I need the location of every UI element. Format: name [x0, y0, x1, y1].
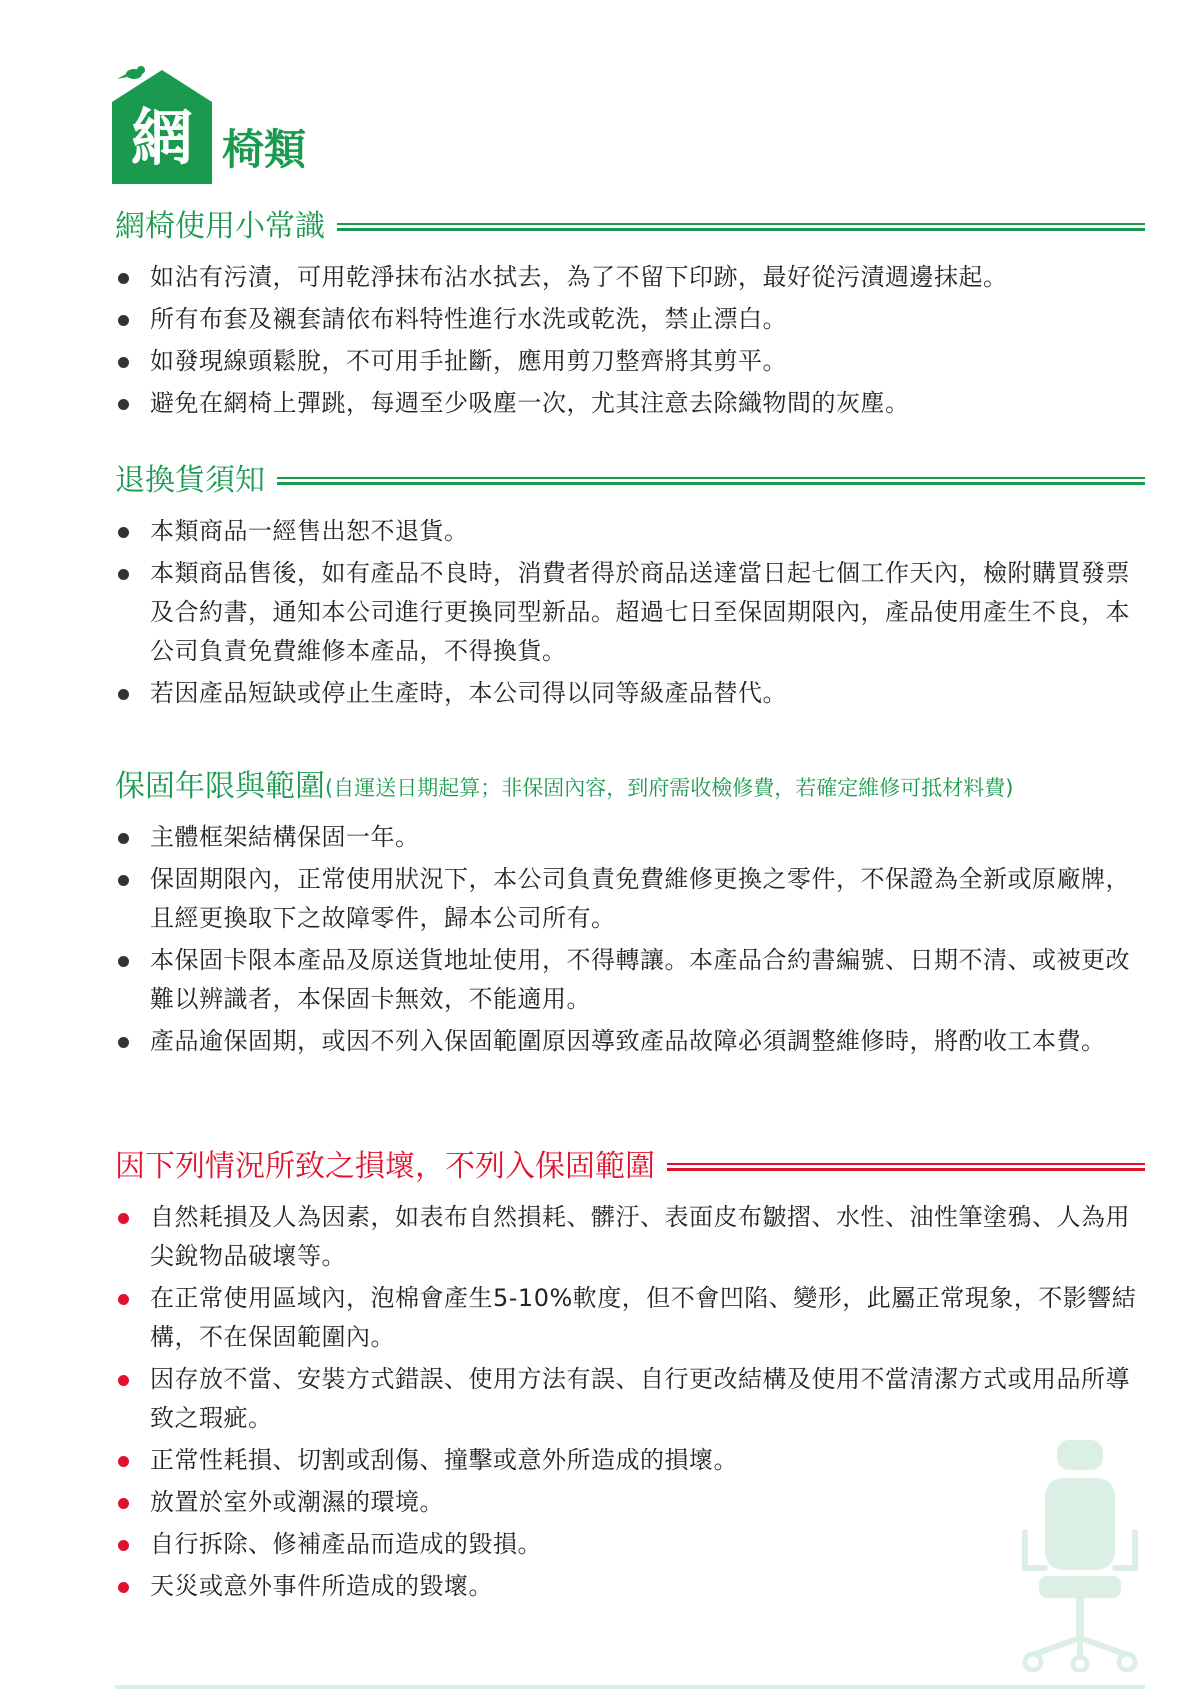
list-item: 主體框架結構保固一年。 [115, 818, 1145, 857]
care-tips-list [115, 258, 1145, 423]
list-item: 所有布套及襯套請依布料特性進行水洗或乾洗，禁止漂白。 [115, 300, 1145, 339]
list-item: 因存放不當、安裝方式錯誤、使用方法有誤、自行更改結構及使用不當清潔方式或用品所導致之瑕疵。 [115, 1360, 1145, 1438]
section-divider [337, 223, 1145, 231]
logo [112, 64, 212, 184]
section-divider [667, 1163, 1145, 1171]
list-item: 自然耗損及人為因素，如表布自然損耗、髒汙、表面皮布皺摺、水性、油性筆塗鴉、人為用尖銳物品破壞等。 [115, 1198, 1145, 1276]
list-item: 本保固卡限本產品及原送貨地址使用，不得轉讓。本產品合約書編號、日期不清、或被更改難以辨識者，本保固卡無效，不能適用。 [115, 941, 1145, 1019]
list-item: 自行拆除、修補產品而造成的毀損。 [115, 1525, 1145, 1564]
list-item: 在正常使用區域內，泡棉會產生5-10%軟度，但不會凹陷、變形，此屬正常現象，不影響結構，不在保固範圍內。 [115, 1279, 1145, 1357]
logo-char: 網 [130, 101, 193, 174]
page-title: 椅類 [222, 125, 307, 174]
list-item: 如發現線頭鬆脫，不可用手扯斷，應用剪刀整齊將其剪平。 [115, 342, 1145, 381]
section-title: 因下列情況所致之損壞，不列入保固範圍 [115, 1149, 655, 1184]
list-item: 如沾有污漬，可用乾淨抹布沾水拭去，為了不留下印跡，最好從污漬週邊抹起。 [115, 258, 1145, 297]
exclusions-list [115, 1198, 1145, 1606]
section-care-tips [115, 204, 1145, 426]
section-title: 網椅使用小常識 [115, 209, 325, 244]
list-item: 避免在網椅上彈跳，每週至少吸塵一次，尤其注意去除織物間的灰塵。 [115, 384, 1145, 423]
list-item: 放置於室外或潮濕的環境。 [115, 1483, 1145, 1522]
section-exclusions [115, 1144, 1145, 1609]
list-item: 本類商品售後，如有產品不良時，消費者得於商品送達當日起七個工作天內，檢附購買發票及合約書，通知本公司進行更換同型新品。超過七日至保固期限內，產品使用產生不良，本公司負責免費維修本產品，不得換貨。 [115, 554, 1145, 671]
section-returns [115, 458, 1145, 716]
list-item: 正常性耗損、切割或刮傷、撞擊或意外所造成的損壞。 [115, 1441, 1145, 1480]
list-item: 產品逾保固期，或因不列入保固範圍原因導致產品故障必須調整維修時，將酌收工本費。 [115, 1022, 1145, 1061]
list-item: 天災或意外事件所造成的毀壞。 [115, 1567, 1145, 1606]
returns-list [115, 512, 1145, 713]
section-warranty [115, 764, 1145, 1064]
list-item: 本類商品一經售出恕不退貨。 [115, 512, 1145, 551]
bottom-divider [115, 1685, 1145, 1689]
warranty-list [115, 818, 1145, 1061]
section-title: 退換貨須知 [115, 463, 265, 498]
section-note: (自運送日期起算；非保固內容，到府需收檢修費，若確定維修可抵材料費) [325, 776, 1014, 800]
section-divider [277, 477, 1145, 485]
list-item: 若因產品短缺或停止生產時，本公司得以同等級產品替代。 [115, 674, 1145, 713]
section-title: 保固年限與範圍 [115, 769, 325, 804]
list-item: 保固期限內，正常使用狀況下，本公司負責免費維修更換之零件，不保證為全新或原廠牌，且經更換取下之故障零件，歸本公司所有。 [115, 860, 1145, 938]
office-chair-icon [1005, 1440, 1155, 1672]
